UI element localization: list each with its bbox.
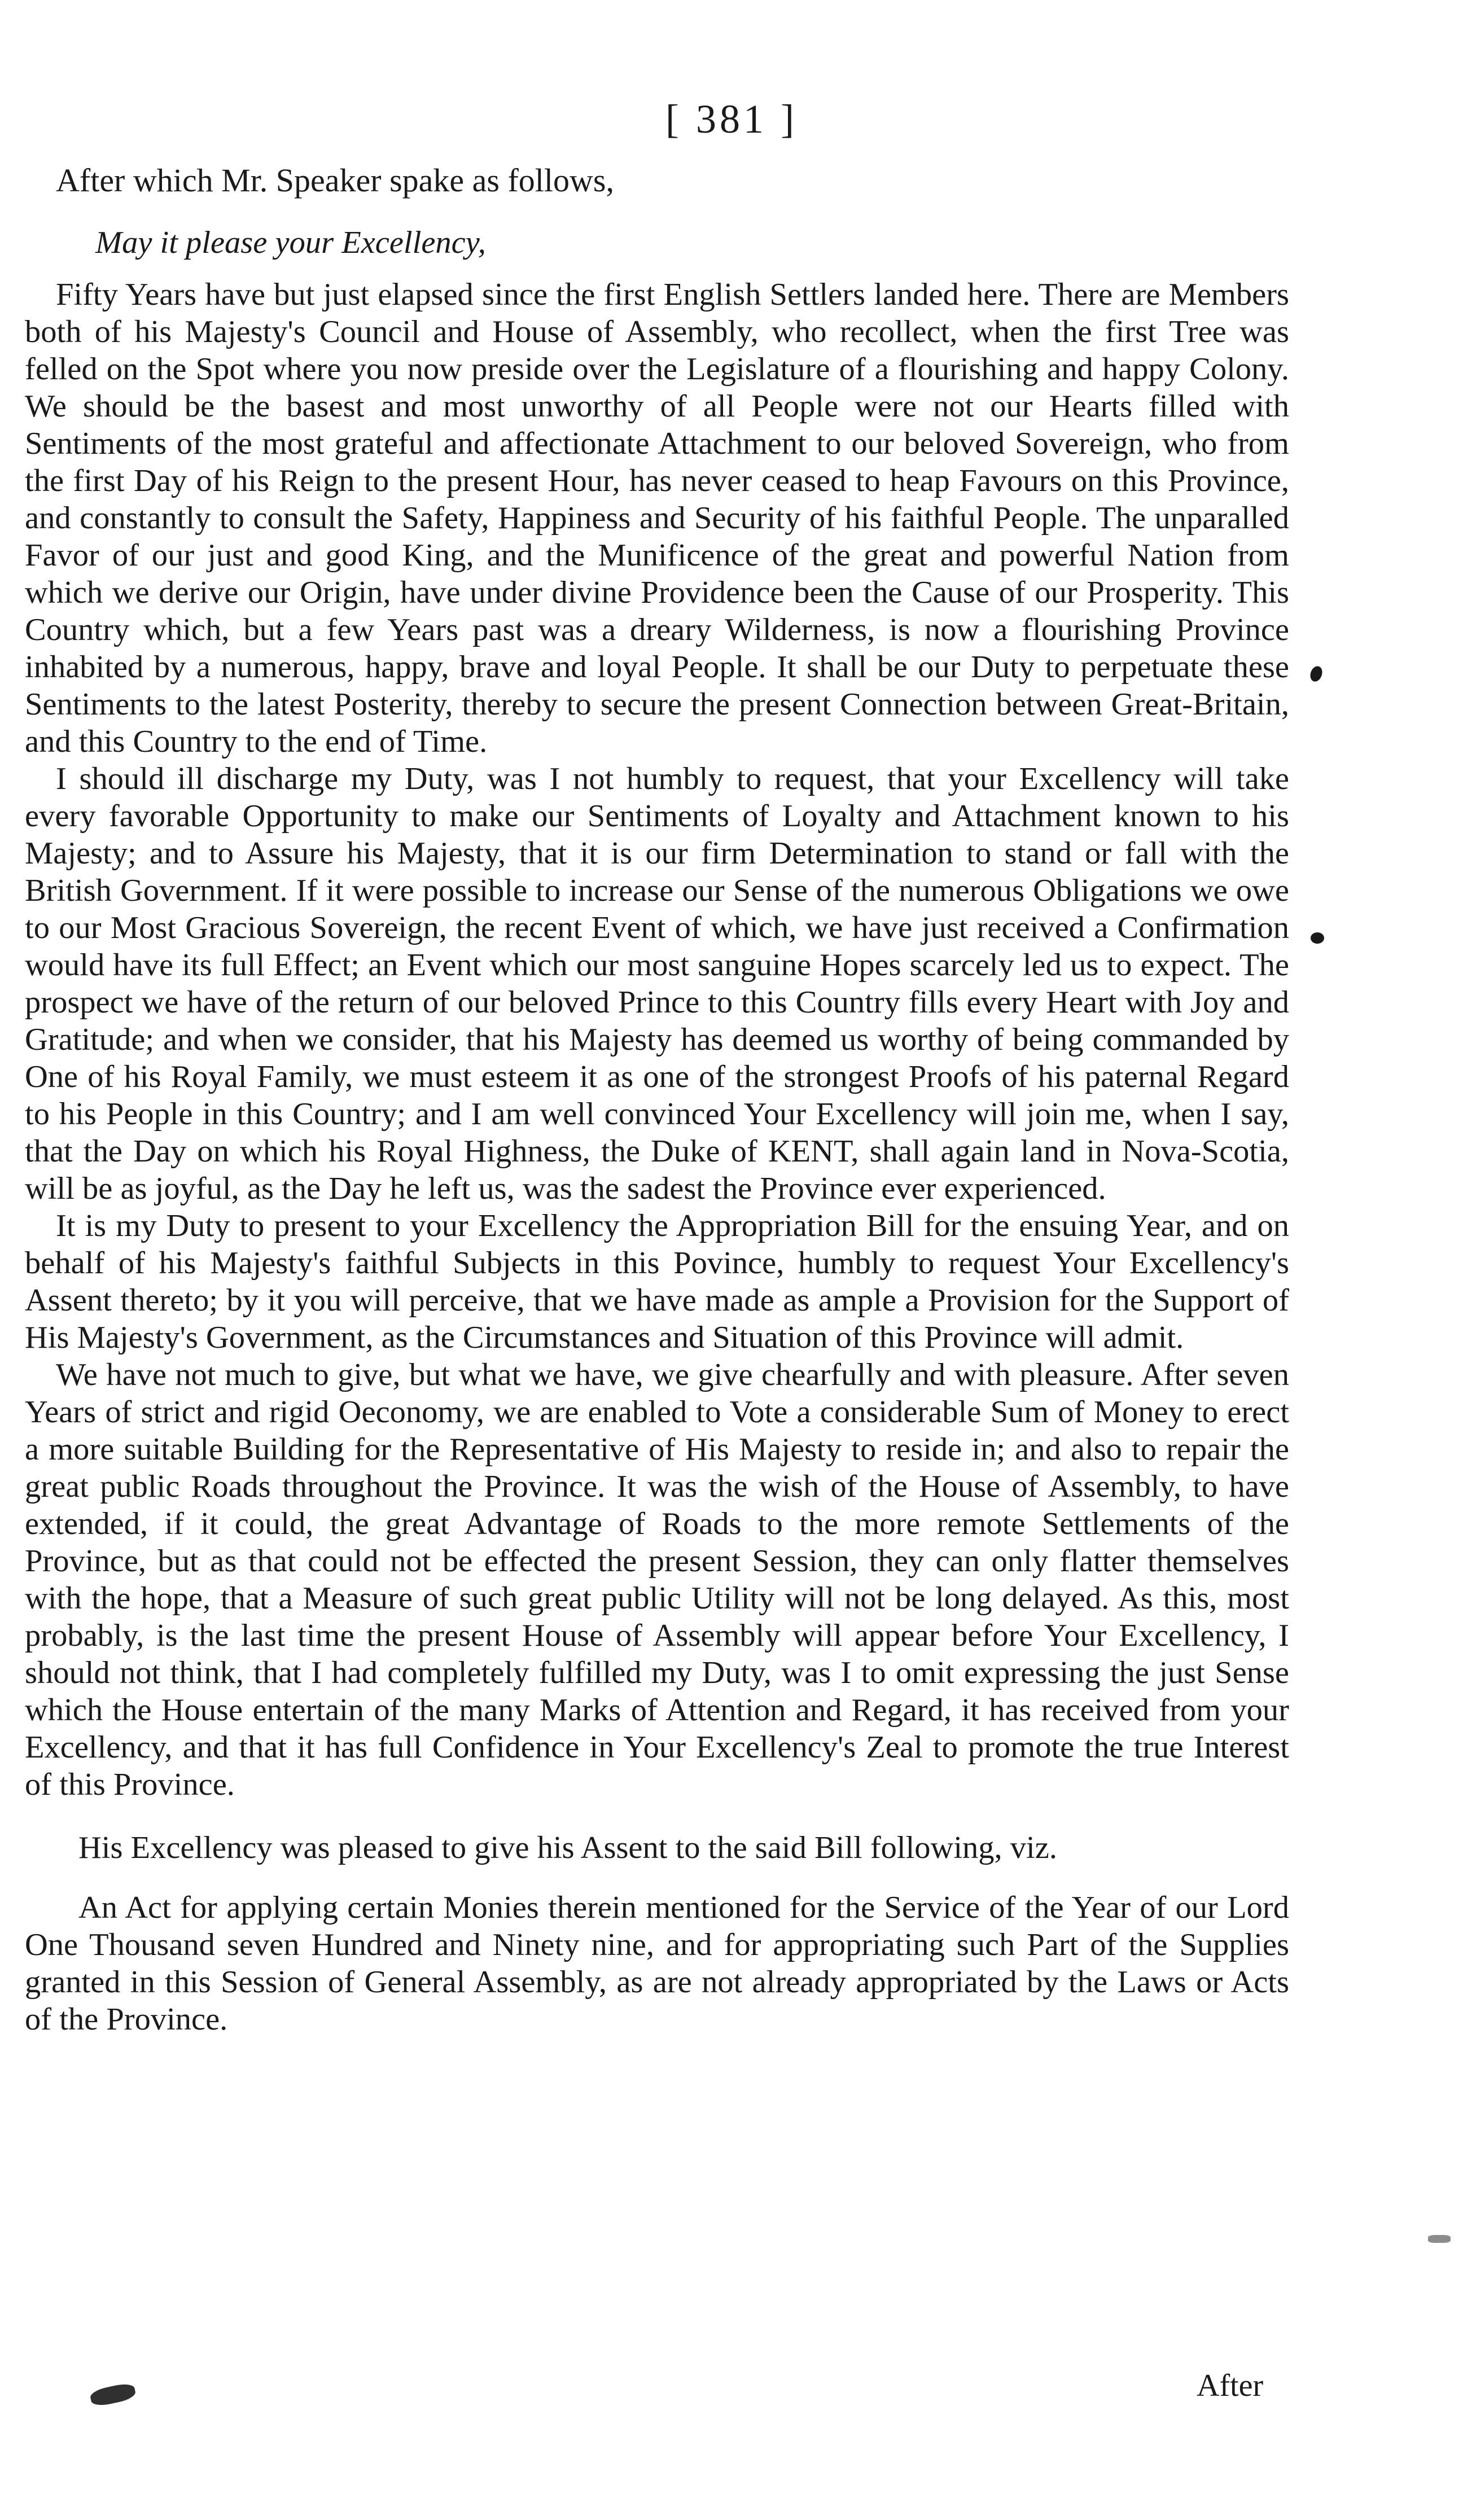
salutation: May it please your Excellency, bbox=[95, 225, 486, 260]
intro-line: After which Mr. Speaker spake as follows, bbox=[56, 162, 614, 199]
ink-speck bbox=[1428, 2235, 1451, 2243]
assent-line: His Excellency was pleased to give his Assent to the said Bill following, viz. bbox=[78, 1830, 1057, 1865]
act-title: An Act for applying certain Monies therein mentioned for the Service of the Year of our Lord One Thousand seven Hundred and Ninety nine, and for appropriating such Part of the Supplies granted in this Session of General Assembly, as are not already appropriated by the Laws or Acts of the Province. bbox=[25, 1890, 1289, 2037]
paragraph-appropriation-bill: It is my Duty to present to your Excellency the Appropriation Bill for the ensuing Year, and on behalf of his Majesty's faithful Subjects in this Povince, humbly to request Your Excellency's Assent thereto; by it you will perceive, that we have made as ample a Provision for the Support of His Majesty's Government, as the Circumstances and Situation of this Province will admit. bbox=[25, 1208, 1289, 1355]
paragraph-discharge-duty: I should ill discharge my Duty, was I not humbly to request, that your Excellency will take every favorable Opportunity to make our Sentiments of Loyalty and Attachment known to his Majesty; and to Assure his Majesty, that it is our firm Determination to stand or fall with the British Government. If it were possible to increase our Sense of the numerous Obligations we owe to our Most Gracious Sovereign, the recent Event of which, we have just received a Confirmation would have its full Effect; an Event which our most sanguine Hopes scarcely led us to expect. The prospect we have of the return of our beloved Prince to this Country fills every Heart with Joy and Gratitude; and when we consider, that his Majesty has deemed us worthy of being commanded by One of his Royal Family, we must esteem it as one of the strongest Proofs of his paternal Regard to his People in this Country; and I am well convinced Your Excellency will join me, when I say, that the Day on which his Royal Highness, the Duke of KENT, shall again land in Nova-Scotia, will be as joyful, as the Day he left us, was the sadest the Province ever experienced. bbox=[25, 761, 1289, 1206]
page-number: [ 381 ] bbox=[665, 97, 798, 142]
ink-blot bbox=[89, 2382, 137, 2408]
paragraph-fifty-years: Fifty Years have but just elapsed since the first English Settlers landed here. There are Members both of his Majesty's Council and House of Assembly, who recollect, when the first Tree was felled on the Spot where you now preside over the Legislature of a flourishing and happy Colony. We should be the basest and most unworthy of all People were not our Hearts filled with Sentiments of the most grateful and affectionate Attachment to our beloved Sovereign, who from the first Day of his Reign to the present Hour, has never ceased to heap Favours on this Province, and constantly to consult the Safety, Happiness and Security of his faithful People. The unparalled Favor of our just and good King, and the Munificence of the great and powerful Nation from which we derive our Origin, have under divine Providence been the Cause of our Prosperity. This Country which, but a few Years past was a dreary Wilderness, is now a flourishing Province inhabited by a numerous, happy, brave and loyal People. It shall be our Duty to perpetuate these Sentiments to the latest Posterity, thereby to secure the present Connection between Great-Britain, and this Country to the end of Time. bbox=[25, 277, 1289, 759]
paragraph-not-much-to-give: We have not much to give, but what we have, we give chearfully and with pleasure. After seven Years of strict and rigid Oeconomy, we are enabled to Vote a considerable Sum of Money to erect a more suitable Building for the Representative of His Majesty to reside in; and also to repair the great public Roads throughout the Province. It was the wish of the House of Assembly, to have extended, if it could, the great Advantage of Roads to the more remote Settlements of the Province, but as that could not be effected the present Session, they can only flatter themselves with the hope, that a Measure of such great public Utility will not be long delayed. As this, most probably, is the last time the present House of Assembly will appear before Your Excellency, I should not think, that I had completely fulfilled my Duty, was I to omit expressing the just Sense which the House entertain of the many Marks of Attention and Regard, it has received from your Excellency, and that it has full Confidence in Your Excellency's Zeal to promote the true Interest of this Province. bbox=[25, 1357, 1289, 1802]
ink-speck bbox=[1311, 932, 1324, 944]
ink-speck bbox=[1308, 664, 1324, 683]
document-body bbox=[25, 161, 1289, 2038]
catchword: After bbox=[1197, 2368, 1264, 2403]
